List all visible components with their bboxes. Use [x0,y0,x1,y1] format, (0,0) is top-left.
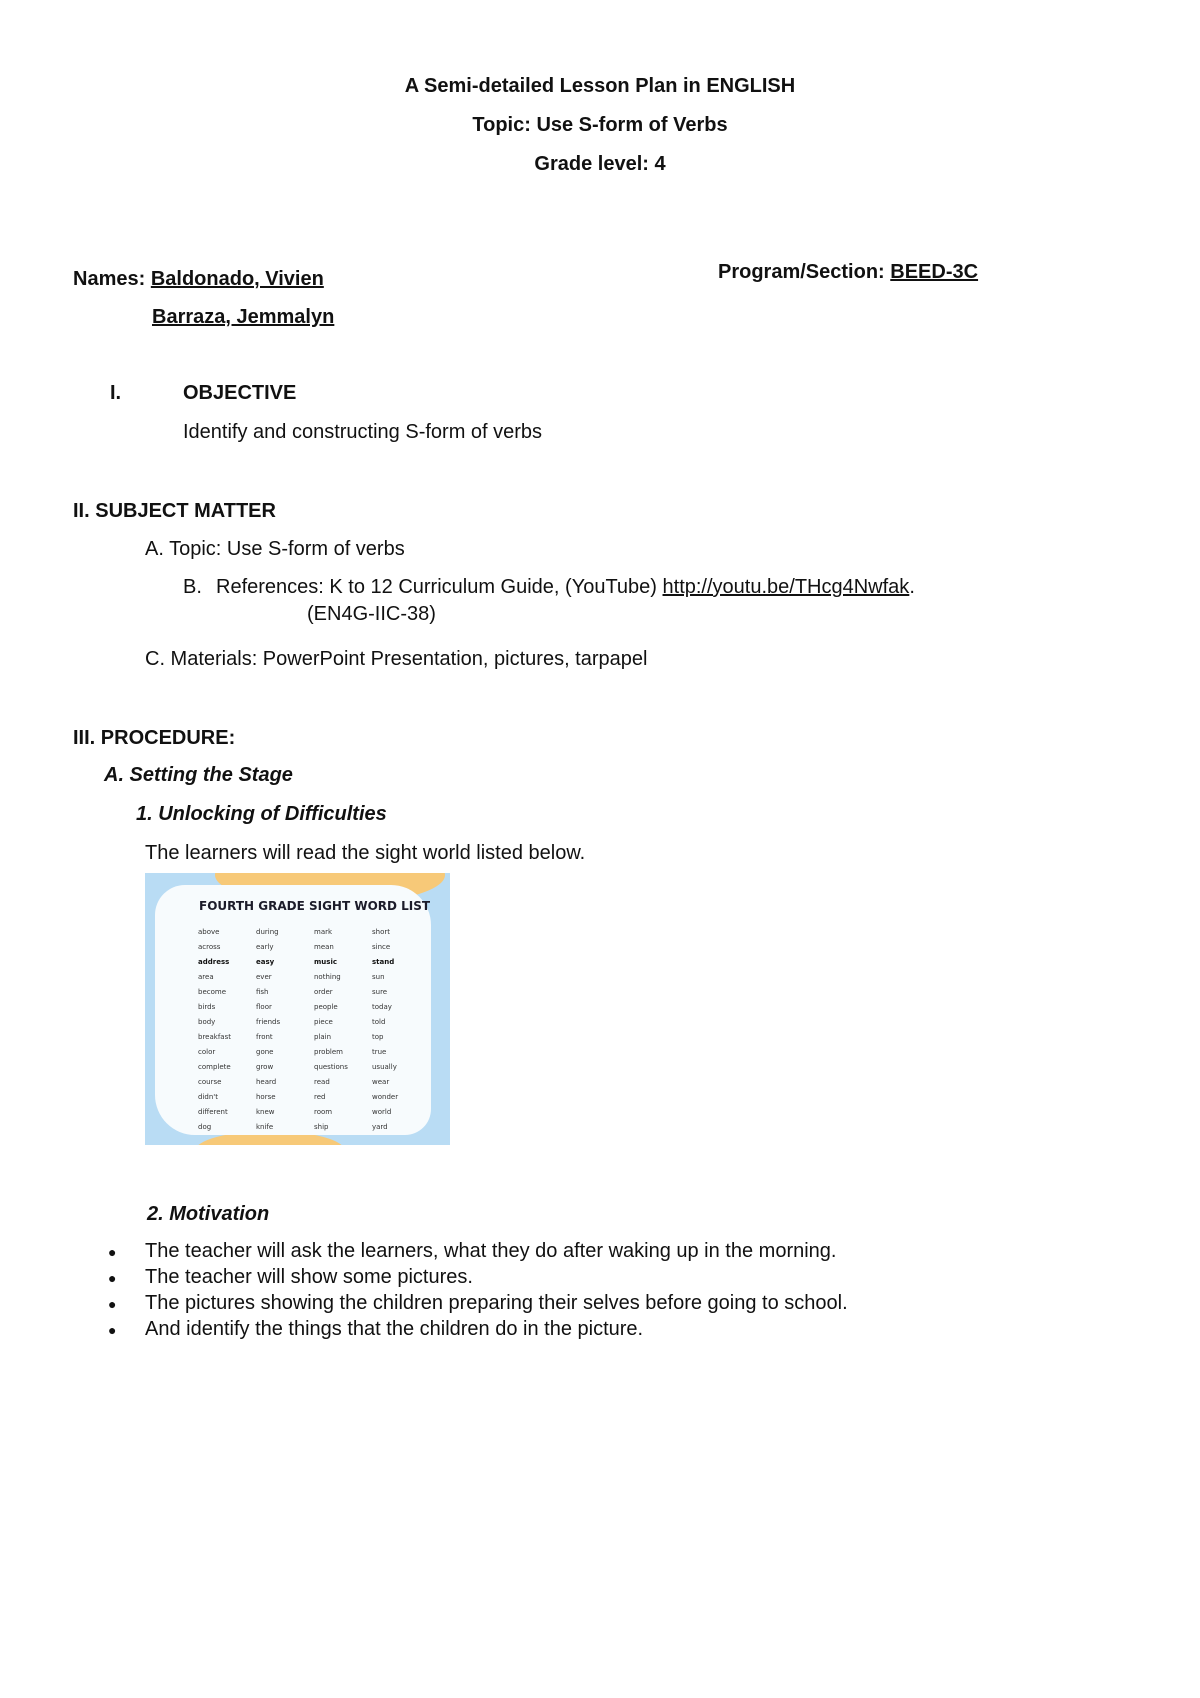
name-2: Barraza, Jemmalyn [152,306,335,328]
unlocking-difficulties-text: The learners will read the sight world listed below. [145,842,586,864]
sight-word: knew [256,1108,275,1116]
sight-word: wear [372,1078,390,1086]
sight-word: short [372,928,390,936]
topic-line: Topic: Use S-form of Verbs [472,114,728,136]
objective-text: Identify and constructing S-form of verbs [183,421,543,443]
sight-word: early [256,943,274,951]
sight-word: during [256,928,279,936]
sight-word: read [314,1078,330,1086]
sight-word: knife [256,1123,274,1131]
sight-word: since [372,943,391,951]
objective-heading: OBJECTIVE [183,382,297,404]
materials-line: C. Materials: PowerPoint Presentation, pictures, tarpapel [145,648,648,670]
motivation-bullet: The teacher will show some pictures. [145,1266,473,1288]
subject-topic: A. Topic: Use S-form of verbs [145,538,405,560]
sight-word: across [198,943,221,951]
motivation-bullet: The teacher will ask the learners, what they do after waking up in the morning. [145,1240,837,1262]
sight-word: people [314,1003,338,1011]
program-value: BEED-3C [890,261,979,283]
bullet-icon: ● [108,1244,117,1260]
subject-matter-heading: II. SUBJECT MATTER [73,500,276,522]
setting-the-stage-heading: A. Setting the Stage [104,764,293,786]
sight-word: stand [372,958,395,966]
sight-word: body [198,1018,216,1026]
sight-word: wonder [372,1093,399,1101]
motivation-bullet: The pictures showing the children preparing their selves before going to school. [145,1292,848,1314]
sight-word: fish [256,988,269,996]
sight-word: complete [198,1063,231,1071]
sight-word: birds [198,1003,216,1011]
sight-word: area [198,973,214,981]
sight-word: problem [314,1048,343,1056]
bullet-icon: ● [108,1270,117,1286]
sight-word: sun [372,973,385,981]
sight-word: breakfast [198,1033,231,1041]
sight-word: gone [256,1048,274,1056]
references-code: (EN4G-IIC-38) [307,603,436,625]
program-label: Program/Section: [718,261,885,283]
sight-word: top [372,1033,384,1041]
youtube-link[interactable]: http://youtu.be/THcg4Nwfak [662,576,910,598]
sight-word: floor [256,1003,272,1011]
sight-word-card [155,885,431,1135]
names-row [73,268,324,291]
sight-word: mean [314,943,334,951]
motivation-bullet: And identify the things that the children do in the picture. [145,1318,644,1340]
motivation-heading: 2. Motivation [147,1203,270,1225]
sight-word-list-title: FOURTH GRADE SIGHT WORD LIST [199,899,431,913]
sight-word: easy [256,958,275,966]
document-title: A Semi-detailed Lesson Plan in ENGLISH [404,75,796,97]
sight-word: usually [372,1063,397,1071]
grade-line: Grade level: 4 [534,153,666,175]
sight-word: become [198,988,227,996]
sight-word: horse [256,1093,276,1101]
sight-word: piece [314,1018,333,1026]
sight-word: nothing [314,973,341,981]
sight-word-column-4 [372,925,398,1135]
sight-word: true [372,1048,387,1056]
sight-word-column-3 [314,925,348,1135]
sight-word: ship [314,1123,329,1131]
sight-word: ever [256,973,272,981]
sight-word: told [372,1018,386,1026]
sight-word-column-1 [198,925,231,1135]
sight-word: world [372,1108,392,1116]
references-letter: B. [183,576,202,598]
sight-word: room [314,1108,333,1116]
objective-number: I. [110,382,122,404]
sight-word: dog [198,1123,212,1131]
references-period: . [909,576,915,598]
sight-word: friends [256,1018,281,1026]
sight-word: mark [314,928,333,936]
sight-word: course [198,1078,222,1086]
name-1: Baldonado, Vivien [150,268,324,290]
sight-word: grow [256,1063,274,1071]
sight-word: sure [372,988,388,996]
sight-word: plain [314,1033,332,1041]
sight-word: today [372,1003,392,1011]
sight-word: didn't [198,1093,218,1101]
sight-word-column-2 [256,925,280,1135]
sight-word: color [198,1048,216,1056]
bullet-icon: ● [108,1322,117,1338]
procedure-heading: III. PROCEDURE: [73,727,236,749]
references-line [216,576,915,599]
sight-word: music [314,958,337,966]
references-text: References: K to 12 Curriculum Guide, (YouTube) [216,576,663,598]
sight-word: different [198,1108,228,1116]
sight-word: yard [372,1123,388,1131]
names-label: Names: [73,268,146,290]
sight-word: order [314,988,333,996]
sight-word: red [314,1093,326,1101]
sight-word: front [256,1033,273,1041]
sight-word-list-image [145,873,450,1145]
sight-word: address [198,958,230,966]
sight-word: questions [314,1063,348,1071]
program-row [718,261,978,284]
unlocking-difficulties-heading: 1. Unlocking of Difficulties [136,803,387,825]
sight-word: above [198,928,220,936]
sight-word: heard [256,1078,277,1086]
bullet-icon: ● [108,1296,117,1312]
